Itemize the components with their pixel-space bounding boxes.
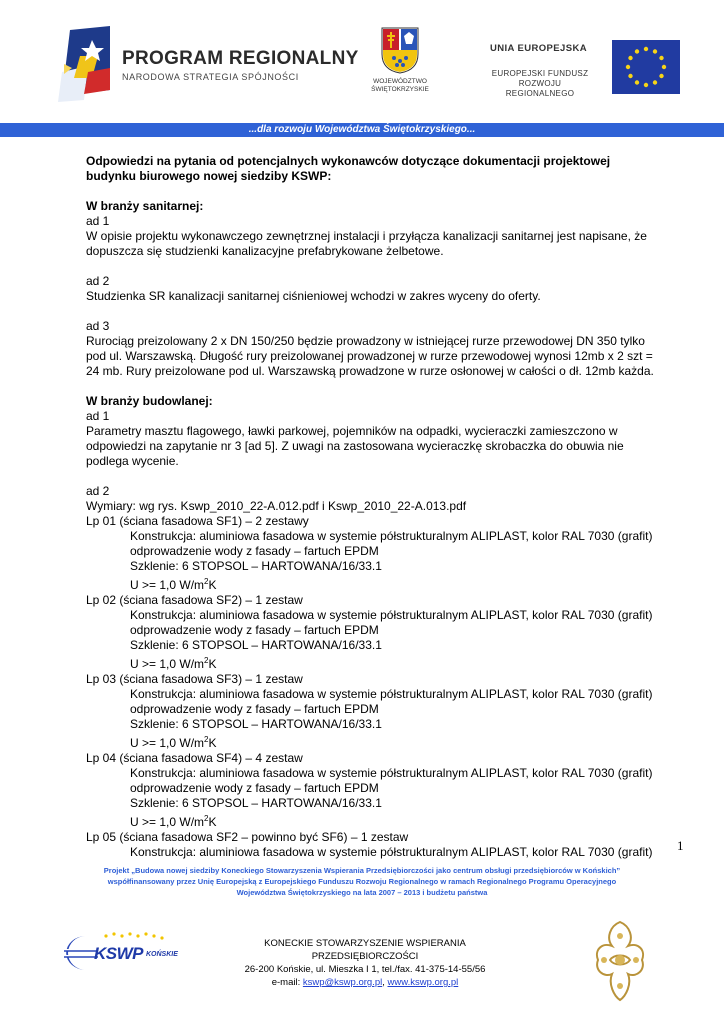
construction-heading: W branży budowlanej:	[86, 394, 213, 408]
project-line3: Województwa Świętokrzyskiego na lata 2007 – 2013 i budżetu państwa	[236, 888, 488, 897]
organization-address	[220, 937, 510, 989]
program-regionalny-emblem-icon	[58, 26, 122, 104]
sanitary-ad3-label: ad 3	[86, 319, 110, 333]
band-slogan: ...dla rozwoju Województwa Świętokrzyskiego...	[248, 124, 476, 135]
facade-item-drainage: odprowadzenie wody z fasady – fartuch EPDM	[130, 781, 379, 795]
project-line2: współfinansowany przez Unię Europejską z Europejskiego Funduszu Rozwoju Regionalnego w ramach Regionalnego Programu Operacyjnego	[107, 877, 617, 886]
eu-fund-line2: ROZWOJU REGIONALNEGO	[505, 79, 575, 98]
facade-item-title: Lp 03 (ściana fasadowa SF3) – 1 zestaw	[86, 672, 303, 686]
facade-item-title: Lp 02 (ściana fasadowa SF2) – 1 zestaw	[86, 593, 303, 607]
sanitary-ad1-text: W opisie projektu wykonawczego zewnętrznej instalacji i przyłącza kanalizacji sanitarnej jest napisane, że dopuszcza się studzienki kanalizacyjne prefabrykowane żelbetowe.	[86, 229, 647, 258]
voivodeship-line1: WOJEWÓDZTWO	[373, 78, 427, 85]
sanitary-ad3-text: Rurociąg preizolowany 2 x DN 150/250 będzie prowadzony w istniejącej rurze przewodowej DN 350 tylko pod ul. Warszawską. Długość rury preizolowanej prowadzonej w rurze przewodowej wynosi 12mb x 2 szt = 24 mb. Rury preizolowane pod ul. Warszawską prowadzone w rurze osłonowej w całości o dł. 12mb każda.	[86, 334, 654, 378]
construction-ad2-text: Wymiary: wg rys. Kswp_2010_22-A.012.pdf i Kswp_2010_22-A.013.pdf	[86, 499, 467, 513]
facade-item-glazing: Szklenie: 6 STOPSOL – HARTOWANA/16/33.1	[130, 796, 382, 810]
facade-item-drainage: odprowadzenie wody z fasady – fartuch EPDM	[130, 702, 379, 716]
facade-item-construction: Konstrukcja: aluminiowa fasadowa w systemie półstrukturalnym ALIPLAST, kolor RAL 7030 (grafit)	[130, 529, 653, 543]
voivodeship-line2: ŚWIĘTOKRZYSKIE	[371, 86, 429, 93]
ornament-emblem-icon	[588, 916, 652, 1006]
construction-ad1-label: ad 1	[86, 409, 110, 423]
program-subtitle: NARODOWA STRATEGIA SPÓJNOŚCI	[122, 72, 299, 82]
facade-item-glazing: Szklenie: 6 STOPSOL – HARTOWANA/16/33.1	[130, 717, 382, 731]
org-address: 26-200 Końskie, ul. Mieszka I 1, tel./fax. 41-375-14-55/56	[244, 964, 486, 975]
facade-item-u-value: U >= 1,0 $W/m^2K$	[130, 577, 217, 592]
document-body	[86, 154, 661, 860]
facade-item-title: Lp 05 (ściana fasadowa SF2 – powinno być SF6) – 1 zestaw	[86, 830, 409, 844]
org-contact: e-mail: kswp@kswp.org.pl, www.kswp.org.pl	[271, 977, 459, 988]
program-title: PROGRAM REGIONALNY	[122, 48, 359, 69]
facade-item-construction: Konstrukcja: aluminiowa fasadowa w systemie półstrukturalnym ALIPLAST, kolor RAL 7030 (grafit)	[130, 845, 653, 859]
kswp-logo	[50, 930, 196, 976]
facade-item-u-value: U >= 1,0 $W/m^2K$	[130, 814, 217, 829]
org-name: KONECKIE STOWARZYSZENIE WSPIERANIA PRZEDSIĘBIORCZOŚCI	[264, 938, 466, 962]
construction-ad2-label: ad 2	[86, 484, 110, 498]
construction-ad1-text: Parametry masztu flagowego, ławki parkowej, pojemników na odpadki, wycieraczki zamieszczono w odpowiedzi na zapytanie nr 3 [ad 5]. Z uwagi na zastosowana wycieraczkę skrobaczka do obuwia nie podlega wycenie.	[86, 424, 624, 468]
eu-fund-text	[488, 69, 592, 99]
sanitary-ad2-label: ad 2	[86, 274, 110, 288]
document-title: Odpowiedzi na pytania od potencjalnych wykonawców dotyczące dokumentacji projektowej budynku biurowego nowej siedziby KSWP:	[86, 154, 611, 183]
voivodeship-logo	[368, 26, 432, 104]
konskie-emblem	[588, 916, 652, 1006]
facade-item-drainage: odprowadzenie wody z fasady – fartuch EPDM	[130, 544, 379, 558]
facade-item-glazing: Szklenie: 6 STOPSOL – HARTOWANA/16/33.1	[130, 638, 382, 652]
kswp-logo-sub: KOŃSKIE	[146, 951, 178, 958]
program-regionalny-logo	[58, 26, 358, 104]
eu-fund-line1: EUROPEJSKI FUNDUSZ	[491, 69, 589, 78]
voivodeship-coat-of-arms-icon	[380, 26, 420, 74]
project-info	[40, 865, 684, 898]
sanitary-ad1-label: ad 1	[86, 214, 110, 228]
facade-item-drainage: odprowadzenie wody z fasady – fartuch EPDM	[130, 623, 379, 637]
header-band	[0, 123, 724, 137]
sanitary-heading: W branży sanitarnej:	[86, 199, 204, 213]
sanitary-ad2-text: Studzienka SR kanalizacji sanitarnej ciśnieniowej wchodzi w zakres wyceny do oferty.	[86, 289, 541, 303]
facade-item-construction: Konstrukcja: aluminiowa fasadowa w systemie półstrukturalnym ALIPLAST, kolor RAL 7030 (grafit)	[130, 608, 653, 622]
facade-item-title: Lp 01 (ściana fasadowa SF1) – 2 zestawy	[86, 514, 309, 528]
facade-item-u-value: U >= 1,0 $W/m^2K$	[130, 656, 217, 671]
kswp-logo-text: KSWP	[94, 944, 143, 963]
facade-item-construction: Konstrukcja: aluminiowa fasadowa w systemie półstrukturalnym ALIPLAST, kolor RAL 7030 (grafit)	[130, 687, 653, 701]
facade-item-u-value: U >= 1,0 $W/m^2K$	[130, 735, 217, 750]
facade-item-glazing: Szklenie: 6 STOPSOL – HARTOWANA/16/33.1	[130, 559, 382, 573]
project-line1: Projekt „Budowa nowej siedziby Koneckiego Stowarzyszenia Wspierania Przedsiębiorczości jako centrum obsługi przedsiębiorców w Końskich”	[103, 866, 621, 875]
eu-logo-block	[470, 40, 682, 100]
website-link[interactable]: www.kswp.org.pl	[387, 977, 459, 988]
page-number: 1	[677, 838, 684, 853]
facade-item-title: Lp 04 (ściana fasadowa SF4) – 4 zestaw	[86, 751, 303, 765]
email-link[interactable]: kswp@kswp.org.pl	[302, 977, 383, 988]
facade-item-construction: Konstrukcja: aluminiowa fasadowa w systemie półstrukturalnym ALIPLAST, kolor RAL 7030 (grafit)	[130, 766, 653, 780]
eu-flag-icon	[612, 40, 680, 94]
eu-title: UNIA EUROPEJSKA	[490, 43, 587, 54]
